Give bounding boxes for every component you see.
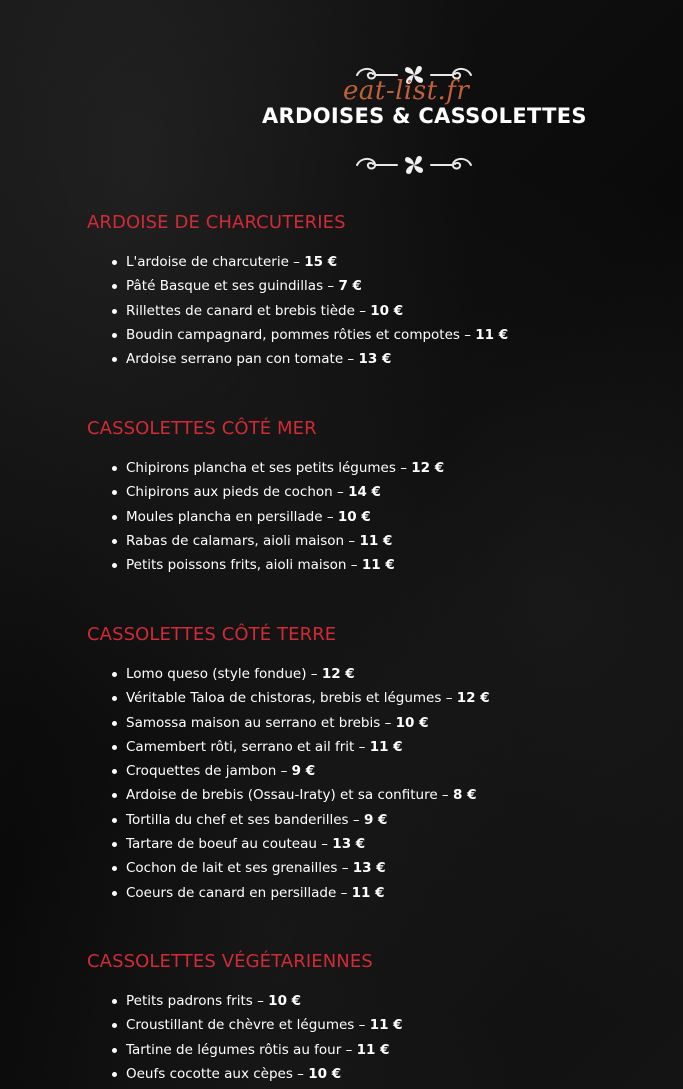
menu-item: Tartare de boeuf au couteau – 13 €: [109, 832, 490, 856]
basque-cross-icon: [405, 156, 423, 174]
menu-item: Ardoise serrano pan con tomate – 13 €: [109, 347, 508, 371]
menu-item: Oeufs cocotte aux cèpes – 10 €: [109, 1062, 403, 1086]
menu-list-cote-terre: [109, 662, 490, 905]
menu-list-vegetariennes: [109, 989, 403, 1086]
menu-item: Petits poissons frits, aioli maison – 11 €: [109, 553, 444, 577]
menu-item: Coeurs de canard en persillade – 11 €: [109, 881, 490, 905]
menu-item: Rillettes de canard et brebis tiède – 10 €: [109, 299, 508, 323]
menu-item: Véritable Taloa de chistoras, brebis et légumes – 12 €: [109, 686, 490, 710]
menu-list-charcuteries: [109, 250, 508, 371]
menu-item: Croustillant de chèvre et légumes – 11 €: [109, 1013, 403, 1037]
menu-item: Chipirons aux pieds de cochon – 14 €: [109, 480, 444, 504]
menu-list-cote-mer: [109, 456, 444, 577]
menu-item: Petits padrons frits – 10 €: [109, 989, 403, 1013]
menu-item: Ardoise de brebis (Ossau-Iraty) et sa confiture – 8 €: [109, 783, 490, 807]
watermark-logo: eat-list.fr: [343, 76, 470, 106]
menu-item: Cochon de lait et ses grenailles – 13 €: [109, 856, 490, 880]
menu-item: Croquettes de jambon – 9 €: [109, 759, 490, 783]
section-title-cote-terre: CASSOLETTES CÔTÉ TERRE: [87, 624, 337, 645]
section-title-charcuteries: ARDOISE DE CHARCUTERIES: [87, 212, 346, 233]
menu-item: Lomo queso (style fondue) – 12 €: [109, 662, 490, 686]
menu-item: Boudin campagnard, pommes rôties et compotes – 11 €: [109, 323, 508, 347]
section-title-cote-mer: CASSOLETTES CÔTÉ MER: [87, 418, 317, 439]
menu-item: Chipirons plancha et ses petits légumes – 12 €: [109, 456, 444, 480]
menu-item: L'ardoise de charcuterie – 15 €: [109, 250, 508, 274]
flourish-ornament-icon: [353, 150, 475, 180]
menu-item: Moules plancha en persillade – 10 €: [109, 505, 444, 529]
menu-item: Rabas de calamars, aioli maison – 11 €: [109, 529, 444, 553]
menu-header: [0, 60, 683, 180]
menu-item: Pâté Basque et ses guindillas – 7 €: [109, 274, 508, 298]
menu-item: Camembert rôti, serrano et ail frit – 11 €: [109, 735, 490, 759]
menu-item: Samossa maison au serrano et brebis – 10 €: [109, 711, 490, 735]
menu-item: Tortilla du chef et ses banderilles – 9 €: [109, 808, 490, 832]
page-title: ARDOISES & CASSOLETTES: [262, 104, 587, 128]
menu-item: Tartine de légumes rôtis au four – 11 €: [109, 1038, 403, 1062]
section-title-vegetariennes: CASSOLETTES VÉGÉTARIENNES: [87, 951, 373, 972]
